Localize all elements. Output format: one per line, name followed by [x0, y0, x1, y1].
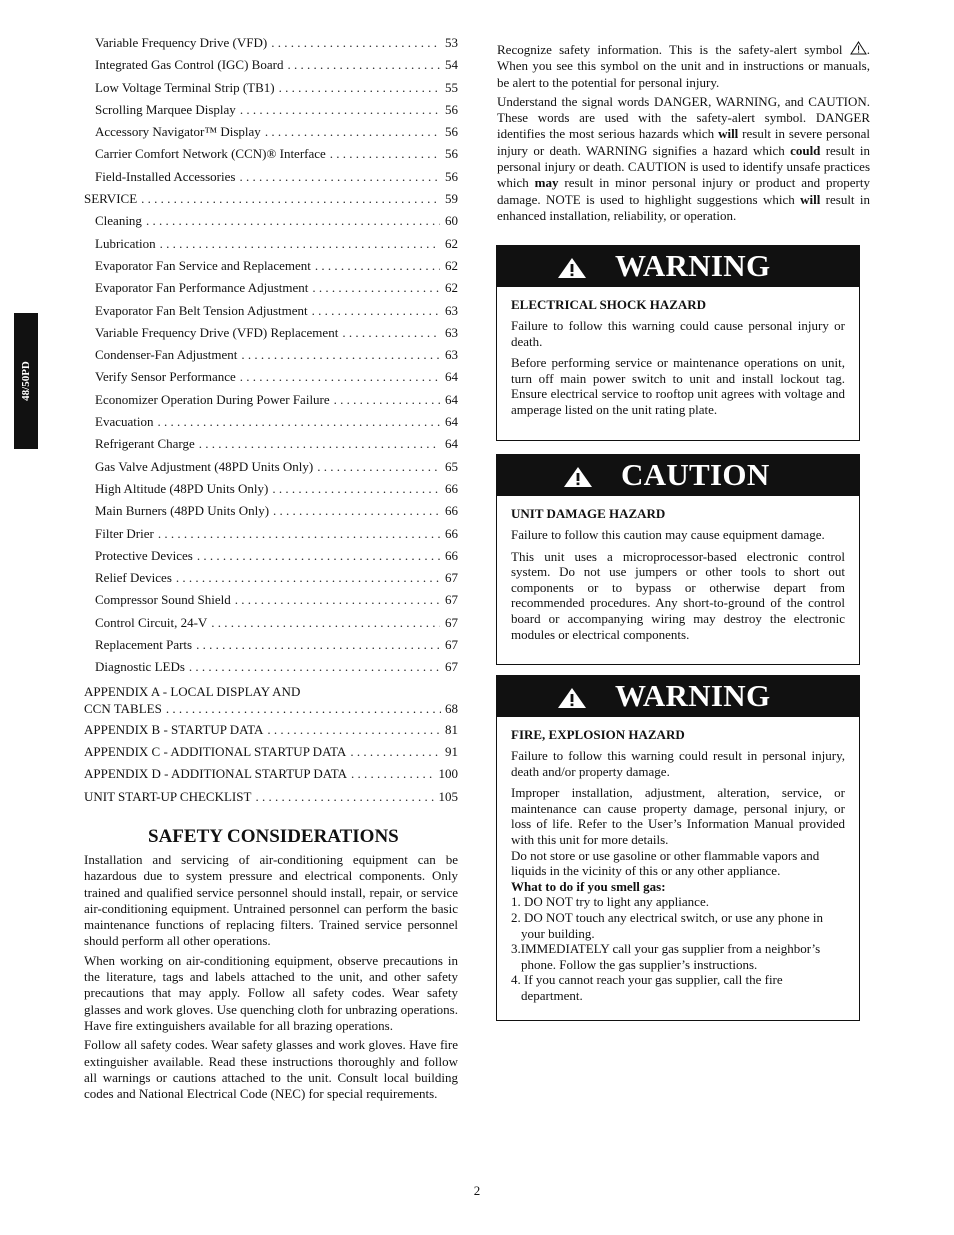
- intro-emphasis: will: [718, 126, 739, 142]
- intro-emphasis: will: [800, 191, 821, 207]
- toc-label: CCN TABLES: [84, 700, 162, 716]
- toc-leader-dots: [342, 324, 440, 341]
- hazard-text: Failure to follow this warning could cause personal injury or death.: [511, 318, 845, 349]
- page-number: 2: [473, 1183, 481, 1198]
- hazard-title: ELECTRICAL SHOCK HAZARD: [511, 297, 707, 312]
- toc-page-number: 64: [445, 414, 458, 430]
- toc-label: Evacuation: [95, 414, 154, 430]
- toc-row[interactable]: [84, 743, 458, 765]
- toc-page-number: 68: [445, 700, 458, 716]
- toc-label: UNIT START-UP CHECKLIST: [84, 788, 252, 804]
- toc-leader-dots: [350, 743, 440, 760]
- toc-leader-dots: [351, 765, 434, 782]
- toc-label: Relief Devices: [95, 570, 172, 586]
- toc-row[interactable]: [84, 235, 458, 257]
- toc-page-number: 66: [445, 547, 458, 563]
- toc-leader-dots: [317, 458, 440, 475]
- toc-leader-dots: [287, 56, 440, 73]
- warning-triangle-icon: [557, 257, 587, 279]
- toc-row[interactable]: [84, 368, 458, 390]
- toc-label: High Altitude (48PD Units Only): [95, 480, 269, 496]
- toc-label: Filter Drier: [95, 525, 154, 541]
- safety-body: [84, 852, 458, 1105]
- intro-text: result in personal injury or death. CAUTION is used to identify unsafe practices which: [497, 142, 870, 191]
- toc-row[interactable]: [84, 324, 458, 346]
- toc-page-number: 100: [438, 766, 458, 782]
- intro-text: . When you see this symbol on the unit and in instructions or manuals, be alert to the potential for personal injury.: [497, 42, 871, 90]
- toc-page-number: 56: [445, 168, 458, 184]
- toc-page-number: 67: [445, 570, 458, 586]
- list-item: 3.IMMEDIATELY call your gas supplier from a neighbor’s phone. Follow the gas supplier’s instructions.: [511, 941, 821, 972]
- intro-emphasis: may: [534, 175, 559, 191]
- caution-header: [497, 455, 859, 496]
- toc-row[interactable]: [84, 101, 458, 123]
- toc-page-number: 62: [445, 257, 458, 273]
- toc-label: Diagnostic LEDs: [95, 659, 185, 675]
- toc-leader-dots: [197, 547, 440, 564]
- toc-leader-dots: [157, 413, 440, 430]
- toc-label: Accessory Navigator™ Display: [95, 124, 261, 140]
- toc-leader-dots: [334, 391, 440, 408]
- toc-page-number: 63: [445, 347, 458, 363]
- warning-header: [497, 246, 859, 287]
- toc-leader-dots: [255, 788, 434, 805]
- toc-leader-dots: [239, 168, 440, 185]
- safety-paragraph: Installation and servicing of air-conditioning equipment can be hazardous due to system pressure and electrical components. Only trained and qualified service personnel should install, repair, or service air-conditioning equipment. Untrained personnel can perform the basic maintenance functions of replacing filters. Trained service personnel should perform all other operations.: [84, 852, 458, 949]
- signal-word: CAUTION: [621, 457, 770, 492]
- warning-triangle-icon: [557, 687, 587, 709]
- toc-page-number: 66: [445, 480, 458, 496]
- toc-leader-dots: [166, 700, 441, 717]
- toc-leader-dots: [315, 257, 440, 274]
- toc-label: Economizer Operation During Power Failure: [95, 391, 330, 407]
- toc-page-number: 64: [445, 369, 458, 385]
- toc-page-number: 62: [445, 280, 458, 296]
- toc-leader-dots: [160, 235, 440, 252]
- list-item: 1. DO NOT try to light any appliance.: [511, 894, 709, 910]
- toc-row[interactable]: [84, 435, 458, 457]
- toc-label: Evaporator Fan Performance Adjustment: [95, 280, 309, 296]
- list-item: 4. If you cannot reach your gas supplier, call the fire department.: [511, 972, 783, 1003]
- warning-header: [497, 676, 859, 717]
- signal-word: WARNING: [615, 678, 771, 713]
- toc-row[interactable]: [84, 458, 458, 480]
- toc-label: Control Circuit, 24-V: [95, 614, 208, 630]
- toc-row[interactable]: [84, 190, 458, 212]
- toc-page-number: 56: [445, 101, 458, 117]
- toc-row[interactable]: [84, 145, 458, 167]
- toc-page-number: 62: [445, 235, 458, 251]
- gas-steps-list: [511, 894, 845, 1003]
- toc-page-number: 56: [445, 124, 458, 140]
- toc-leader-dots: [273, 502, 440, 519]
- warning-box-fire: [496, 675, 860, 1021]
- caution-box-unit-damage: [496, 454, 860, 665]
- toc-main-list: [84, 34, 458, 681]
- toc-page-number: 66: [445, 503, 458, 519]
- toc-row[interactable]: [84, 34, 458, 56]
- toc-row[interactable]: [84, 525, 458, 547]
- hazard-text: Do not store or use gasoline or other flammable vapors and liquids in the vicinity of this or any other appliance.: [511, 847, 820, 879]
- intro-text: Recognize safety information. This is the safety-alert symbol: [497, 42, 843, 57]
- toc-page-number: 56: [445, 146, 458, 162]
- toc-label: Condenser-Fan Adjustment: [95, 347, 238, 363]
- hazard-text: Improper installation, adjustment, alteration, service, or maintenance can cause property damage, personal injury, or loss of life. Refer to the User’s Information Manual provided with this unit for more details.: [511, 785, 845, 847]
- toc-page-number: 67: [445, 637, 458, 653]
- toc-label: Integrated Gas Control (IGC) Board: [95, 57, 284, 73]
- toc-leader-dots: [211, 614, 440, 631]
- toc-leader-dots: [199, 435, 440, 452]
- toc-row[interactable]: [84, 279, 458, 301]
- toc-row[interactable]: [84, 257, 458, 279]
- toc-label: Carrier Comfort Network (CCN)® Interface: [95, 146, 326, 162]
- side-tab-label: 48/50PD: [20, 361, 32, 401]
- toc-label: Scrolling Marquee Display: [95, 101, 236, 117]
- toc-leader-dots: [279, 79, 440, 96]
- toc-row[interactable]: [84, 480, 458, 502]
- intro-text: result in severe personal injury or death. WARNING signifies a hazard which: [497, 126, 871, 158]
- toc-row[interactable]: [84, 614, 458, 636]
- intro-text: result in minor personal injury or product and property damage. NOTE is used to highlight suggestions which: [497, 175, 870, 207]
- toc-label: Verify Sensor Performance: [95, 369, 236, 385]
- toc-label: Evaporator Fan Service and Replacement: [95, 257, 311, 273]
- toc-leader-dots: [141, 190, 440, 207]
- toc-leader-dots: [312, 279, 440, 296]
- toc-label: Replacement Parts: [95, 637, 193, 653]
- toc-page-number: 63: [445, 302, 458, 318]
- toc-label: Protective Devices: [95, 547, 193, 563]
- safety-intro: [497, 41, 870, 227]
- toc-row[interactable]: [84, 346, 458, 368]
- toc-page-number: 55: [445, 79, 458, 95]
- toc-page-number: 64: [445, 436, 458, 452]
- safety-alert-icon: [850, 41, 867, 55]
- warning-box-electrical: [496, 245, 860, 441]
- toc-row[interactable]: [84, 721, 458, 743]
- toc-leader-dots: [271, 34, 440, 51]
- list-item: 2. DO NOT touch any electrical switch, or use any phone in your building.: [511, 909, 824, 941]
- toc-label: Field-Installed Accessories: [95, 168, 236, 184]
- hazard-title: FIRE, EXPLOSION HAZARD: [511, 727, 685, 742]
- toc-row[interactable]: [84, 413, 458, 435]
- toc-page-number: 65: [445, 458, 458, 474]
- toc-page-number: 54: [445, 57, 458, 73]
- toc-row[interactable]: [84, 502, 458, 524]
- toc-leader-dots: [196, 636, 440, 653]
- toc-leader-dots: [176, 569, 440, 586]
- toc-label: Variable Frequency Drive (VFD) Replacement: [95, 324, 339, 340]
- toc-leader-dots: [240, 368, 440, 385]
- toc-page-number: 60: [445, 213, 458, 229]
- toc-leader-dots: [241, 346, 440, 363]
- toc-leader-dots: [240, 101, 440, 118]
- toc-label: Lubrication: [95, 235, 156, 251]
- hazard-text: This unit uses a microprocessor-based electronic control system. Do not use jumpers or other tools to short out components or to bypass or otherwise depart from recommended procedures. Any short-to-ground of the control board or accompanying wiring may destroy the electronic modules or electrical components.: [511, 548, 845, 642]
- toc-row[interactable]: [84, 79, 458, 101]
- toc-row[interactable]: [84, 788, 458, 810]
- toc-row[interactable]: [84, 168, 458, 190]
- toc-row-appendix-a[interactable]: [84, 683, 458, 721]
- toc-page-number: 67: [445, 614, 458, 630]
- intro-text: Understand the signal words DANGER, WARNING, and CAUTION. These words are used with the safety-alert symbol. DANGER identifies the most serious hazards which: [497, 93, 870, 142]
- toc-label: Gas Valve Adjustment (48PD Units Only): [95, 458, 314, 474]
- toc-page-number: 63: [445, 324, 458, 340]
- toc-row[interactable]: [84, 391, 458, 413]
- toc-leader-dots: [267, 721, 440, 738]
- toc-page-number: 67: [445, 659, 458, 675]
- toc-row[interactable]: [84, 56, 458, 78]
- safety-paragraph: When working on air-conditioning equipment, observe precautions in the literature, tags and labels attached to the unit, and other safety precautions that may apply. Follow all safety codes. Wear safety glasses and work gloves. Use quenching cloth for unbrazing operations. Have fire extinguishers available for all brazing operations.: [84, 952, 458, 1033]
- toc-page-number: 64: [445, 391, 458, 407]
- section-heading: SAFETY CONSIDERATIONS: [148, 826, 399, 847]
- table-of-contents: [84, 34, 458, 810]
- intro-paragraph: [497, 41, 870, 91]
- toc-leader-dots: [265, 123, 440, 140]
- toc-page-number: 81: [445, 721, 458, 737]
- toc-label: APPENDIX D - ADDITIONAL STARTUP DATA: [84, 766, 348, 782]
- toc-page-number: 67: [445, 592, 458, 608]
- toc-leader-dots: [158, 525, 440, 542]
- signal-word: WARNING: [615, 248, 771, 283]
- toc-label: Refrigerant Charge: [95, 436, 195, 452]
- toc-label: Main Burners (48PD Units Only): [95, 503, 270, 519]
- toc-leader-dots: [272, 480, 440, 497]
- toc-row[interactable]: [84, 591, 458, 613]
- toc-label: APPENDIX B - STARTUP DATA: [84, 721, 264, 737]
- side-tab: [14, 313, 38, 449]
- toc-row[interactable]: [84, 765, 458, 787]
- toc-leader-dots: [330, 145, 440, 162]
- toc-row[interactable]: [84, 123, 458, 145]
- toc-row[interactable]: [84, 569, 458, 591]
- toc-tail-list: [84, 721, 458, 810]
- toc-row[interactable]: [84, 212, 458, 234]
- hazard-text: Failure to follow this caution may cause equipment damage.: [511, 527, 825, 542]
- toc-label: Evaporator Fan Belt Tension Adjustment: [95, 302, 308, 318]
- toc-label: Compressor Sound Shield: [95, 592, 231, 608]
- toc-label: APPENDIX A - LOCAL DISPLAY AND: [84, 683, 301, 699]
- toc-page-number: 66: [445, 525, 458, 541]
- hazard-title: UNIT DAMAGE HAZARD: [511, 506, 666, 521]
- gas-smell-heading: What to do if you smell gas:: [511, 878, 666, 894]
- toc-label: Low Voltage Terminal Strip (TB1): [95, 79, 275, 95]
- toc-label: Variable Frequency Drive (VFD): [95, 35, 268, 50]
- hazard-text: Before performing service or maintenance operations on unit, turn off main power switch to unit and install lockout tag. Ensure electrical service to rooftop unit agrees with voltage and amperage listed on the unit rating plate.: [511, 355, 845, 417]
- toc-leader-dots: [189, 658, 440, 675]
- intro-paragraph: [497, 94, 870, 224]
- toc-leader-dots: [235, 591, 440, 608]
- safety-paragraph: Follow all safety codes. Wear safety glasses and work gloves. Have fire extinguisher available. Read these instructions thoroughly and follow all warnings or cautions attached to the unit. Consult local building codes and National Electrical Code (NEC) for special requirements.: [84, 1037, 458, 1102]
- toc-row[interactable]: [84, 658, 458, 680]
- toc-page-number: 105: [438, 788, 458, 804]
- toc-row[interactable]: [84, 302, 458, 324]
- intro-text: result in enhanced installation, reliability, or operation.: [497, 191, 870, 223]
- toc-row[interactable]: [84, 547, 458, 569]
- toc-page-number: 53: [445, 35, 458, 50]
- toc-leader-dots: [312, 302, 440, 319]
- caution-triangle-icon: [563, 466, 593, 488]
- hazard-text: Failure to follow this warning could result in personal injury, death and/or property damage.: [511, 748, 845, 779]
- toc-label: SERVICE: [84, 191, 138, 207]
- toc-page-number: 59: [445, 191, 458, 207]
- toc-row[interactable]: [84, 636, 458, 658]
- intro-emphasis: could: [790, 142, 821, 158]
- toc-leader-dots: [146, 212, 440, 229]
- toc-label: Cleaning: [95, 213, 142, 229]
- toc-label: APPENDIX C - ADDITIONAL STARTUP DATA: [84, 743, 347, 759]
- toc-page-number: 91: [445, 743, 458, 759]
